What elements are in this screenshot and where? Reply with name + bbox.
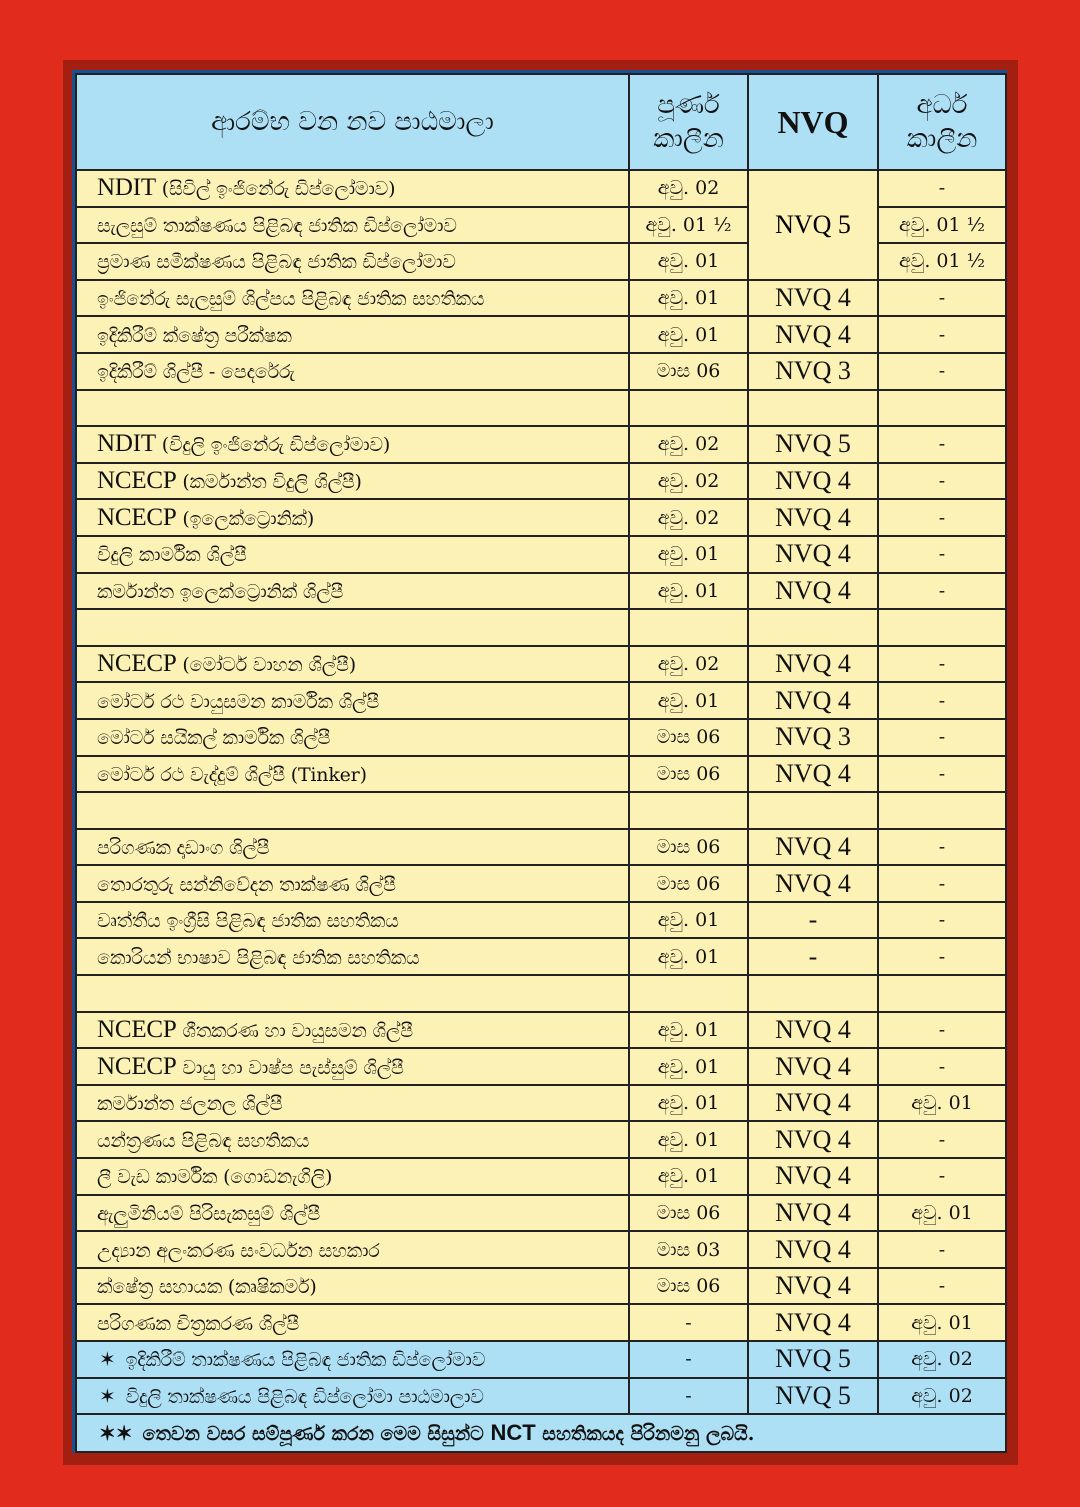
star-icon: ✶ — [99, 1383, 116, 1408]
course-code: NCECP — [97, 467, 177, 495]
fulltime-duration: අවු. 01 — [629, 938, 748, 975]
footnote-text-2: සහතිකයද පිරිනමනු ලබයි. — [535, 1423, 755, 1446]
parttime-duration: - — [878, 463, 1006, 500]
table-row — [76, 865, 1006, 902]
course-name: ඇලුමිනියම් පිරිසැකසුම් ශිල්පී — [97, 1202, 321, 1225]
parttime-duration: - — [878, 1012, 1006, 1049]
table-row — [76, 536, 1006, 573]
course-name-cell — [76, 646, 629, 683]
course-name-cell — [76, 975, 629, 1012]
nvq-level: NVQ 3 — [748, 719, 878, 756]
fulltime-duration: අවු. 01 — [629, 280, 748, 317]
course-name-cell — [76, 499, 629, 536]
parttime-duration: - — [878, 573, 1006, 610]
parttime-duration: - — [878, 756, 1006, 793]
nvq-level: NVQ 4 — [748, 1121, 878, 1158]
parttime-duration: - — [878, 829, 1006, 866]
fulltime-duration: අවු. 02 — [629, 170, 748, 207]
parttime-header-line1: අර්ධ — [916, 90, 968, 120]
parttime-duration: - — [878, 1121, 1006, 1158]
parttime-duration: - — [878, 938, 1006, 975]
nvq-level: NVQ 4 — [748, 316, 878, 353]
parttime-duration: - — [878, 1231, 1006, 1268]
course-name: විදුලි තාක්ෂණය පිළිබඳ ඩිප්ලෝමා පාඨමාලාව — [125, 1385, 484, 1408]
fulltime-duration: - — [629, 1304, 748, 1341]
nvq-level: NVQ 4 — [748, 646, 878, 683]
parttime-duration: - — [878, 316, 1006, 353]
parttime-duration: - — [878, 536, 1006, 573]
table-row — [76, 756, 1006, 793]
parttime-duration: - — [878, 499, 1006, 536]
table-row — [76, 1012, 1006, 1049]
course-name: කර්මාන්ත ඉලෙක්ට්‍රොනික් ශිල්පී — [97, 580, 344, 603]
footnote-text-1: තෙවන වසර සම්පූර්ණ කරන මෙම සිසුන්ට — [142, 1423, 491, 1446]
nvq-column-header: NVQ — [748, 74, 878, 170]
parttime-duration — [878, 609, 1006, 646]
nvq-level: NVQ 4 — [748, 573, 878, 610]
fulltime-duration: අවු. 01 ½ — [629, 207, 748, 244]
course-name-cell — [76, 170, 629, 207]
nvq-level: NVQ 4 — [748, 1268, 878, 1305]
table-row — [76, 1231, 1006, 1268]
course-name-cell — [76, 1268, 629, 1305]
course-name: මෝටර් රථ වැද්දුම් ශිල්පී (Tinker) — [97, 763, 367, 786]
parttime-duration — [878, 975, 1006, 1012]
nvq-level — [748, 609, 878, 646]
course-name-cell — [76, 463, 629, 500]
nvq-level: NVQ 4 — [748, 682, 878, 719]
fulltime-duration: - — [629, 1341, 748, 1378]
course-name-cell — [76, 719, 629, 756]
fulltime-duration: - — [629, 1378, 748, 1415]
table-row — [76, 792, 1006, 829]
nvq-level: NVQ 5 — [748, 1378, 878, 1415]
table-row — [76, 1048, 1006, 1085]
table-row — [76, 390, 1006, 427]
course-name: තොරතුරු සන්නිවේදන තාක්ෂණ ශිල්පී — [97, 873, 396, 896]
table-row — [76, 1085, 1006, 1122]
fulltime-duration: මාස 06 — [629, 1195, 748, 1232]
table-row — [76, 938, 1006, 975]
table-row — [76, 353, 1006, 390]
fulltime-duration: අවු. 01 — [629, 1012, 748, 1049]
course-name-cell — [76, 1121, 629, 1158]
fulltime-duration: මාස 06 — [629, 1268, 748, 1305]
course-name: ලී වැඩ කාර්මික (ගොඩනැගිලි) — [97, 1166, 333, 1189]
star-icon: ✶ — [99, 1347, 116, 1372]
nvq-level — [748, 792, 878, 829]
course-name: ඉංජිනේරු සැලසුම් ශිල්පය පිළිබඳ ජාතික සහතිකය — [97, 288, 485, 311]
fulltime-duration — [629, 390, 748, 427]
fulltime-duration — [629, 792, 748, 829]
fulltime-duration: අවු. 02 — [629, 463, 748, 500]
table-row — [76, 573, 1006, 610]
nvq-level: NVQ 4 — [748, 1195, 878, 1232]
nvq-level: NVQ 4 — [748, 280, 878, 317]
course-name: (කර්මාන්ත විදුලි ශිල්පී) — [176, 471, 362, 494]
fulltime-header-line1: පූර්ණ — [657, 90, 720, 120]
parttime-duration: අවු. 01 ½ — [878, 207, 1006, 244]
table-row — [76, 463, 1006, 500]
table-row — [76, 1158, 1006, 1195]
nvq-level: NVQ 4 — [748, 1304, 878, 1341]
footnote-row — [76, 1414, 1006, 1452]
course-name-cell — [76, 1048, 629, 1085]
course-code: NDIT — [97, 174, 156, 202]
fulltime-duration: අවු. 01 — [629, 1048, 748, 1085]
fulltime-duration: අවු. 01 — [629, 682, 748, 719]
course-name-cell — [76, 1341, 629, 1378]
course-name: මෝටර් සයිකල් කාර්මික ශිල්පී — [97, 727, 331, 750]
course-name: කොරියන් භාෂාව පිළිබඳ ජාතික සහතිකය — [97, 946, 420, 969]
parttime-duration: - — [878, 1158, 1006, 1195]
course-name-cell — [76, 573, 629, 610]
fulltime-duration: අවු. 02 — [629, 646, 748, 683]
course-name-cell — [76, 1378, 629, 1415]
course-name-cell — [76, 938, 629, 975]
parttime-duration: - — [878, 865, 1006, 902]
course-name: යන්ත්‍රණය පිළිබඳ සහතිකය — [97, 1129, 310, 1152]
course-code: NCECP — [97, 503, 177, 531]
nvq-level — [748, 975, 878, 1012]
course-code: NCECP — [97, 1052, 177, 1080]
fulltime-duration: මාස 06 — [629, 865, 748, 902]
parttime-duration: - — [878, 426, 1006, 463]
parttime-duration: අවු. 01 — [878, 1085, 1006, 1122]
fulltime-duration: අවු. 01 — [629, 536, 748, 573]
parttime-duration: අවු. 02 — [878, 1378, 1006, 1415]
course-name: (ඉලෙක්ට්‍රොනික්) — [176, 507, 315, 530]
parttime-duration: අවු. 01 — [878, 1195, 1006, 1232]
course-name-cell — [76, 316, 629, 353]
course-name-cell — [76, 1304, 629, 1341]
course-code: NCECP — [97, 1015, 177, 1043]
fulltime-duration: අවු. 01 — [629, 243, 748, 280]
course-table — [75, 73, 1007, 1453]
double-star-icon: ✶✶ — [99, 1421, 133, 1446]
parttime-header-line2: කාලීන — [906, 124, 978, 154]
parttime-duration: - — [878, 682, 1006, 719]
fulltime-column-header — [629, 74, 748, 170]
nvq-level: - — [748, 938, 878, 975]
table-row — [76, 682, 1006, 719]
course-name-cell — [76, 902, 629, 939]
fulltime-duration: අවු. 01 — [629, 573, 748, 610]
nvq-level: - — [748, 902, 878, 939]
course-name: (විදුලි ඉංජිනේරු ඩිප්ලෝමාව) — [155, 434, 391, 457]
parttime-duration: - — [878, 1048, 1006, 1085]
fulltime-duration — [629, 975, 748, 1012]
nvq-level: NVQ 5 — [748, 426, 878, 463]
course-name-cell — [76, 682, 629, 719]
table-row — [76, 719, 1006, 756]
parttime-duration: - — [878, 353, 1006, 390]
table-row — [76, 1195, 1006, 1232]
parttime-duration: - — [878, 1268, 1006, 1305]
nvq-level: NVQ 4 — [748, 463, 878, 500]
course-name-cell — [76, 426, 629, 463]
parttime-duration — [878, 390, 1006, 427]
nvq-level: NVQ 4 — [748, 756, 878, 793]
course-name: වායු හා වාෂ්ප පැස්සුම් ශිල්පී — [176, 1056, 404, 1079]
parttime-duration: අවු. 02 — [878, 1341, 1006, 1378]
table-row — [76, 280, 1006, 317]
parttime-duration: - — [878, 280, 1006, 317]
nvq-level: NVQ 4 — [748, 1085, 878, 1122]
course-name: (මෝටර් වාහන ශිල්පී) — [176, 654, 356, 677]
nvq-level: NVQ 3 — [748, 353, 878, 390]
nvq-level: NVQ 4 — [748, 1158, 878, 1195]
course-name-cell — [76, 792, 629, 829]
fulltime-duration: අවු. 01 — [629, 316, 748, 353]
fulltime-duration: මාස 06 — [629, 829, 748, 866]
fulltime-duration: අවු. 01 — [629, 1085, 748, 1122]
fulltime-header-line2: කාලීන — [653, 124, 724, 154]
table-row-starred — [76, 1341, 1006, 1378]
parttime-duration: - — [878, 646, 1006, 683]
course-name-cell — [76, 829, 629, 866]
parttime-duration — [878, 792, 1006, 829]
course-name: පරිගණක චිත්‍රකරණ ශිල්පී — [97, 1312, 300, 1335]
fulltime-duration: අවු. 01 — [629, 902, 748, 939]
course-name-cell — [76, 536, 629, 573]
table-row — [76, 829, 1006, 866]
table-row — [76, 316, 1006, 353]
parttime-duration: අවු. 01 — [878, 1304, 1006, 1341]
parttime-duration: අවු. 01 ½ — [878, 243, 1006, 280]
fulltime-duration: අවු. 02 — [629, 426, 748, 463]
table-header-row — [76, 74, 1006, 170]
table-row — [76, 170, 1006, 207]
course-name-cell — [76, 1085, 629, 1122]
course-name-cell — [76, 243, 629, 280]
nvq-level: NVQ 4 — [748, 865, 878, 902]
course-name: (සිවිල් ඉංජිනේරු ඩිප්ලෝමාව) — [155, 178, 396, 201]
table-row — [76, 1304, 1006, 1341]
nvq-level: NVQ 4 — [748, 1048, 878, 1085]
nvq-level: NVQ 4 — [748, 829, 878, 866]
course-name-cell — [76, 865, 629, 902]
table-row — [76, 902, 1006, 939]
course-name: විදුලි කාර්මික ශිල්පී — [97, 544, 247, 567]
course-name: කර්මාන්ත ජලනල ශිල්පී — [97, 1093, 283, 1116]
course-name: උද්‍යාන අලංකරණ සංවර්ධන සහකාර — [97, 1239, 380, 1262]
course-name: ඉදිකිරීම් තාක්ෂණය පිළිබඳ ජාතික ඩිප්ලෝමාව — [125, 1349, 486, 1372]
course-name-cell — [76, 609, 629, 646]
nvq-level-merged: NVQ 5 — [748, 170, 878, 280]
course-code: NDIT — [97, 430, 156, 458]
nvq-level: NVQ 5 — [748, 1341, 878, 1378]
course-name: මෝටර් රථ වායුසමන කාර්මික ශිල්පී — [97, 690, 379, 713]
course-name-cell — [76, 1231, 629, 1268]
table-row — [76, 646, 1006, 683]
course-name: වෘත්තීය ඉංග්‍රීසි පිළිබඳ ජාතික සහතිකය — [97, 910, 399, 933]
course-name-cell — [76, 207, 629, 244]
course-name: ප්‍රමාණ සමීක්ෂණය පිළිබඳ ජාතික ඩිප්ලෝමාව — [97, 251, 456, 274]
course-name: ඉදිකිරීම් ක්ෂේත්‍ර පරීක්ෂක — [97, 324, 292, 347]
course-name-cell — [76, 1012, 629, 1049]
fulltime-duration: මාස 06 — [629, 719, 748, 756]
nvq-level: NVQ 4 — [748, 536, 878, 573]
fulltime-duration: අවු. 01 — [629, 1158, 748, 1195]
footnote-nct: NCT — [490, 1420, 536, 1446]
fulltime-duration: මාස 06 — [629, 756, 748, 793]
table-row — [76, 1268, 1006, 1305]
parttime-duration: - — [878, 719, 1006, 756]
table-row — [76, 426, 1006, 463]
table-row — [76, 609, 1006, 646]
parttime-duration: - — [878, 170, 1006, 207]
course-code: NCECP — [97, 650, 177, 678]
fulltime-duration: අවු. 02 — [629, 499, 748, 536]
course-name: ඉදිකිරීම් ශිල්පී - පෙදරේරු — [97, 361, 295, 384]
course-name-cell — [76, 280, 629, 317]
course-name: ශීතකරණ හා වායුසමන ශිල්පී — [176, 1019, 413, 1042]
course-column-header: ආරම්භ වන නව පාඨමාලා — [76, 74, 629, 170]
course-name: පරිගණක දෘඩාංග ශිල්පී — [97, 836, 270, 859]
table-row — [76, 975, 1006, 1012]
fulltime-duration: මාස 06 — [629, 353, 748, 390]
course-name: සැලසුම් තාක්ෂණය පිළිබඳ ජාතික ඩිප්ලෝමාව — [97, 214, 457, 237]
table-row-starred — [76, 1378, 1006, 1415]
course-name-cell — [76, 1158, 629, 1195]
nvq-level — [748, 390, 878, 427]
parttime-duration: - — [878, 902, 1006, 939]
course-name: ක්ෂේත්‍ර සහායක (කෘෂිකර්ම) — [97, 1276, 317, 1299]
nvq-level: NVQ 4 — [748, 499, 878, 536]
fulltime-duration — [629, 609, 748, 646]
fulltime-duration: අවු. 01 — [629, 1121, 748, 1158]
course-name-cell — [76, 1195, 629, 1232]
nvq-level: NVQ 4 — [748, 1012, 878, 1049]
course-name-cell — [76, 756, 629, 793]
parttime-column-header — [878, 74, 1006, 170]
course-name-cell — [76, 390, 629, 427]
footnote — [76, 1414, 1006, 1452]
course-name-cell — [76, 353, 629, 390]
fulltime-duration: මාස 03 — [629, 1231, 748, 1268]
table-row — [76, 499, 1006, 536]
table-row — [76, 1121, 1006, 1158]
nvq-level: NVQ 4 — [748, 1231, 878, 1268]
